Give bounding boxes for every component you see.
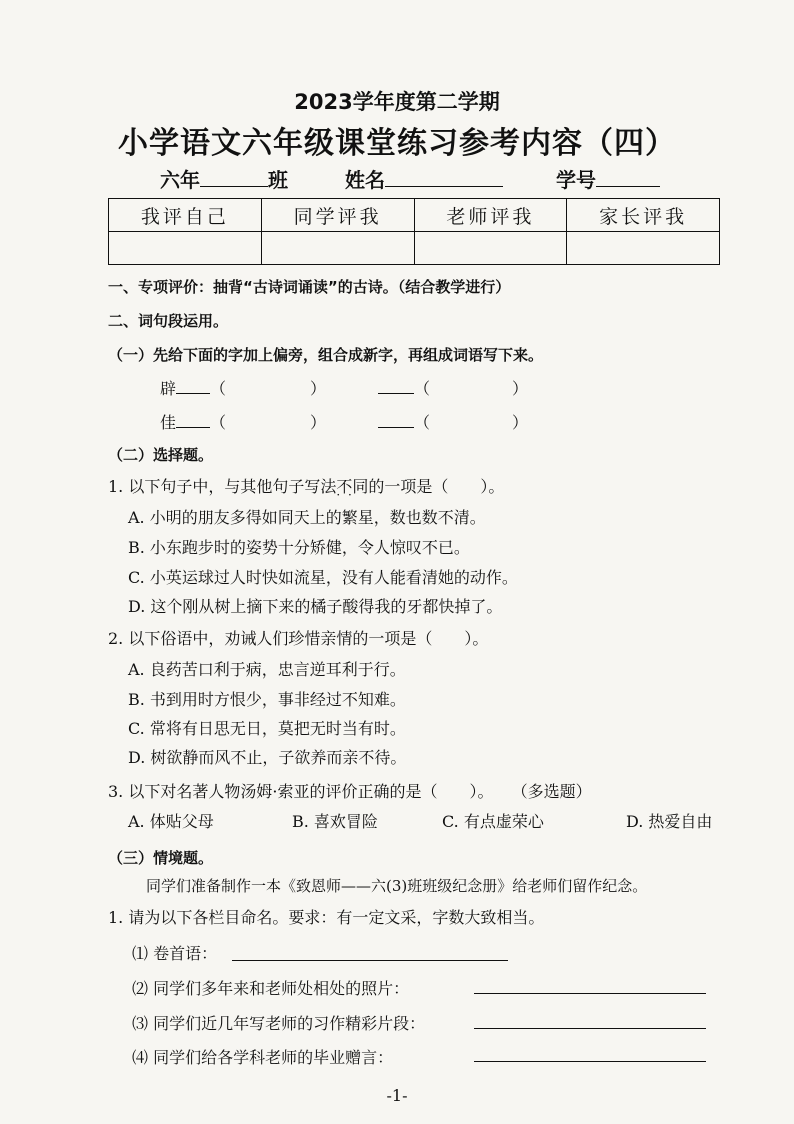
eval-header-teacher: 老师评我	[414, 199, 567, 232]
question-2-stem: 2. 以下俗语中，劝诫人们珍惜亲情的一项是（ ）。	[108, 629, 489, 648]
q2-option-a[interactable]: A. 良药苦口利于病，忠言逆耳利于行。	[128, 660, 406, 679]
multi-choice-note: （多选题）	[511, 782, 592, 801]
column-1-answer-blank[interactable]	[232, 942, 508, 961]
grade-field: 六年 班	[160, 168, 288, 192]
page-number: -1-	[386, 1086, 408, 1105]
student-id-field: 学号	[556, 164, 660, 193]
eval-header-parent: 家长评我	[567, 199, 720, 232]
eval-header-self: 我评自己	[109, 199, 262, 232]
section-2-title: 二、词句段运用。	[108, 312, 229, 330]
student-id-blank[interactable]	[596, 168, 660, 187]
char-item-2b: （ ）	[378, 410, 528, 433]
name-field: 姓名	[345, 164, 503, 193]
table-row	[109, 199, 720, 232]
eval-cell-teacher[interactable]	[414, 232, 567, 265]
q2-option-d[interactable]: D. 树欲静而风不止，子欲养而亲不待。	[128, 748, 407, 767]
q1-option-b[interactable]: B. 小东跑步时的姿势十分矫健，令人惊叹不已。	[128, 538, 470, 557]
eval-cell-peer[interactable]	[261, 232, 414, 265]
column-item-1: ⑴ 卷首语：	[132, 944, 218, 963]
q3-option-d[interactable]: D. 热爱自由	[626, 812, 713, 831]
char-item-1: 辟 （ ）	[160, 379, 327, 398]
eval-cell-self[interactable]	[109, 232, 262, 265]
q2-option-c[interactable]: C. 常将有日思无日，莫把无时当有时。	[128, 719, 406, 738]
q1-option-c[interactable]: C. 小英运球过人时快如流星，没有人能看清她的动作。	[128, 568, 518, 587]
new-char-blank[interactable]	[378, 427, 414, 428]
emphasis-text: 不同 · ·	[336, 474, 368, 497]
table-row	[109, 232, 720, 265]
grade-blank[interactable]	[200, 168, 268, 187]
radical-blank[interactable]	[176, 427, 210, 428]
column-item-4: ⑷ 同学们给各学科老师的毕业赠言：	[132, 1048, 394, 1067]
evaluation-table	[108, 198, 720, 265]
section-1-title: 一、专项评价：抽背“古诗词诵读”的古诗。（结合教学进行）	[108, 278, 511, 296]
part-1-title: （一）先给下面的字加上偏旁，组合成新字，再组成词语写下来。	[108, 346, 544, 364]
radical-blank[interactable]	[176, 393, 210, 394]
char-item-1b: （ ）	[378, 376, 528, 399]
q3-option-b[interactable]: B. 喜欢冒险	[292, 812, 378, 831]
question-3-stem: 3. 以下对名著人物汤姆·索亚的评价正确的是（ ）。 （多选题）	[108, 782, 592, 801]
scenario-intro: 同学们准备制作一本《致恩师——六(3)班班级纪念册》给老师们留作纪念。	[146, 877, 648, 895]
char-item-2: 佳 （ ）	[160, 413, 327, 432]
column-3-answer-blank[interactable]	[474, 1010, 706, 1029]
eval-header-peer: 同学评我	[261, 199, 414, 232]
name-blank[interactable]	[385, 168, 503, 187]
q2-option-b[interactable]: B. 书到用时方恨少，事非经过不知难。	[128, 690, 406, 709]
question-1-stem: 1. 以下句子中，与其他句子写法不同 · ·的一项是（ ）。	[108, 474, 504, 497]
q1-option-d[interactable]: D. 这个刚从树上摘下来的橘子酸得我的牙都快掉了。	[128, 597, 503, 616]
main-title: 小学语文六年级课堂练习参考内容（四）	[118, 126, 676, 161]
year-title: 2023学年度第二学期	[294, 90, 500, 114]
part-2-title: （二）选择题。	[108, 446, 214, 464]
q1-option-a[interactable]: A. 小明的朋友多得如同天上的繁星，数也数不清。	[128, 508, 486, 527]
column-2-answer-blank[interactable]	[474, 975, 706, 994]
eval-cell-parent[interactable]	[567, 232, 720, 265]
new-char-blank[interactable]	[378, 393, 414, 394]
column-item-2: ⑵ 同学们多年来和老师处相处的照片：	[132, 979, 410, 998]
column-item-3: ⑶ 同学们近几年写老师的习作精彩片段：	[132, 1014, 426, 1033]
q3-option-c[interactable]: C. 有点虚荣心	[442, 812, 544, 831]
column-4-answer-blank[interactable]	[474, 1043, 706, 1062]
q3-option-a[interactable]: A. 体贴父母	[128, 812, 214, 831]
scenario-question-1: 1. 请为以下各栏目命名。要求：有一定文采，字数大致相当。	[108, 908, 545, 927]
part-3-title: （三）情境题。	[108, 849, 214, 867]
